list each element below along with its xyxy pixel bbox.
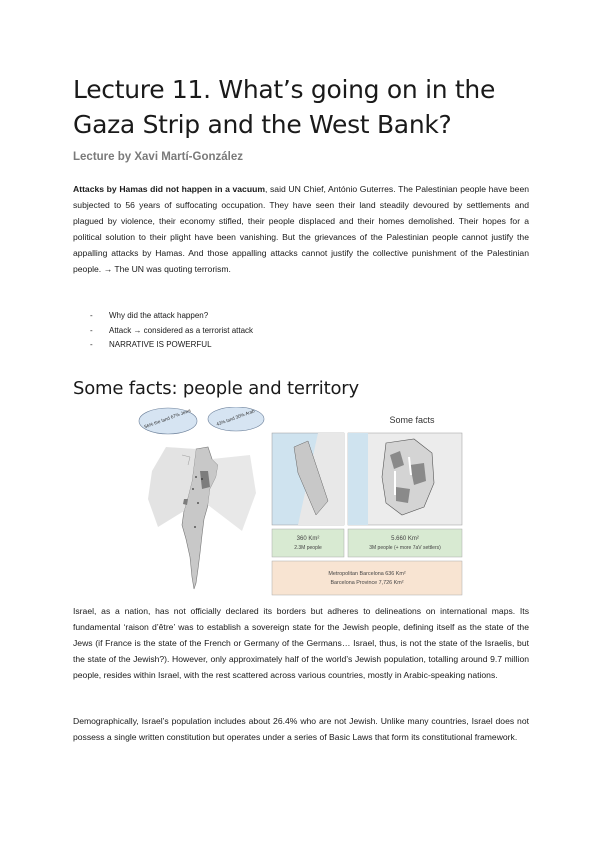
- svg-text:2.3M people: 2.3M people: [294, 545, 322, 551]
- intro-paragraph: [73, 182, 529, 277]
- section-heading: Some facts: people and territory: [73, 378, 359, 399]
- westbank-map: [348, 433, 462, 525]
- gaza-map: [272, 433, 344, 525]
- svg-text:Metropolitan Barcelona 636 Km²: Metropolitan Barcelona 636 Km²: [328, 571, 406, 577]
- israel-paragraph: Israel, as a nation, has not officially declared its borders but adheres to delineations on international maps. Its fundamental ‘raison d’être’ was to establish a sovereign state for the Jewish people, defining itself as the state of the Jews (if France is the state of the French or Germany of the Germans… Israel, thus, is not the state of the Israelis, but the state of the Jewish?). However, only approximately half of the world’s Jewish population, totalling around 9.7 million people, resides within Israel, with the rest scattered across various countries, mostly in Arabic-speaking nations.: [73, 606, 529, 680]
- bubble-left: [139, 408, 197, 434]
- gaza-facts-box: [272, 529, 344, 557]
- demographics-paragraph: Demographically, Israel’s population includes about 26.4% who are not Jewish. Unlike many countries, Israel does not possess a single written constitution but operates under a series of Basic Laws that form its constitutional framework.: [73, 716, 529, 742]
- page-title: Lecture 11. What’s going on in the Gaza Strip and the West Bank?: [73, 75, 496, 139]
- bubble-right: [208, 407, 264, 431]
- bullet-item: - Attack → considered as a terrorist attack: [73, 324, 253, 339]
- israel-map: [138, 429, 266, 597]
- bullet-list: [73, 309, 253, 353]
- facts-figure: [138, 407, 464, 597]
- barcelona-facts-box: [272, 561, 462, 595]
- svg-text:360 Km²: 360 Km²: [296, 536, 320, 542]
- svg-text:56% the land 67% Jews: 56% the land 67% Jews: [143, 407, 192, 430]
- svg-text:Barcelona Province 7,726 Km²: Barcelona Province 7,726 Km²: [330, 580, 404, 586]
- westbank-facts-box: [348, 529, 462, 557]
- page-subtitle: Lecture by Xavi Martí-González: [73, 151, 243, 163]
- svg-text:3M people (+ more 7aV settlers: 3M people (+ more 7aV settlers): [369, 545, 441, 551]
- svg-text:43% land 30% Arab: 43% land 30% Arab: [215, 408, 256, 427]
- intro-bold-lead: Attacks by Hamas did not happen in a vacuum: [73, 184, 265, 194]
- intro-text: , said UN Chief, António Guterres. The Palestinian people have been subjected to 56 years of suffocating occupation. They have seen their land steadily devoured by settlements and plagued by violence, their economy stifled, their people displaced and their homes demolished. Their hopes for a political solution to their plight have been vanishing. But the grievances of the Palestinian people cannot justify the appalling attacks by Hamas. And those appalling attacks cannot justify the collective punishment of the Palestinian people. → The UN was quoting terrorism.: [73, 184, 530, 274]
- facts-heading: Some facts: [389, 415, 435, 425]
- svg-text:5.660 Km²: 5.660 Km²: [391, 536, 419, 542]
- bullet-item: - Why did the attack happen?: [73, 309, 253, 324]
- bullet-item: - NARRATIVE IS POWERFUL: [73, 338, 253, 353]
